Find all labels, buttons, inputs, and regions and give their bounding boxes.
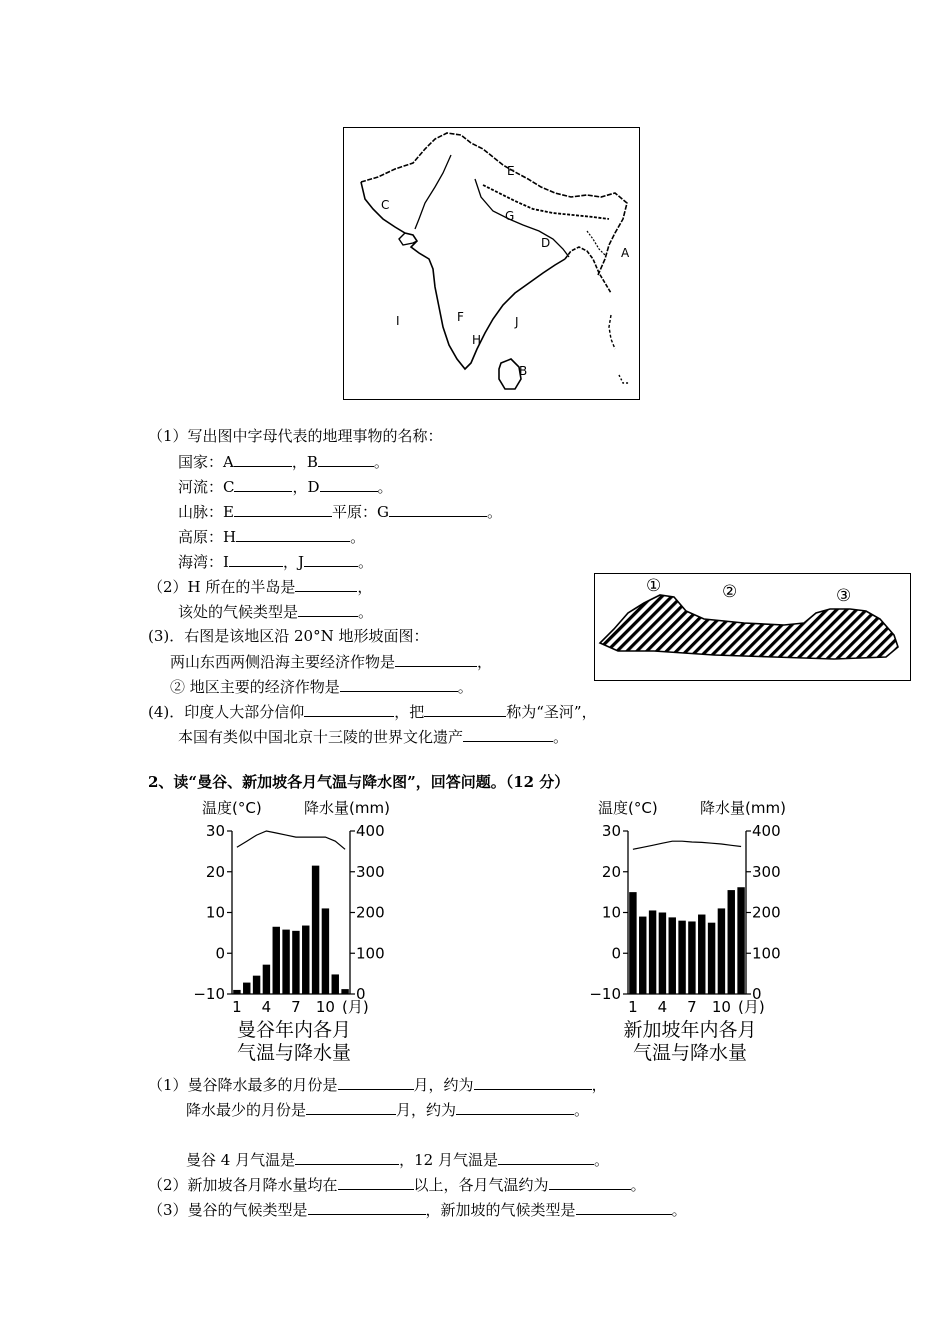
precip-bar: [708, 923, 715, 994]
q1-religion-line: (4)．印度人大部分信仰 ，把 称为“圣河”，: [148, 703, 597, 721]
precip-bar: [302, 926, 309, 994]
q1-river-line: 河流：C ，D 。: [178, 478, 393, 496]
blank-religion[interactable]: [304, 701, 394, 717]
left-tick-label: 10: [601, 903, 621, 922]
q2-temp-line: 曼谷 4 月气温是 ，12 月气温是 。: [186, 1151, 609, 1169]
q1-country-line: 国家：A ，B 。: [178, 453, 389, 471]
precip-bar: [649, 910, 656, 994]
map-frame: [344, 128, 640, 400]
left-tick-label: 0: [611, 944, 621, 963]
right-axis-title: 降水量(mm): [304, 799, 390, 817]
x-tick-label: 4: [657, 998, 668, 1016]
precip-bar: [678, 921, 685, 994]
singapore-chart-svg: [588, 795, 798, 1070]
precip-bar: [728, 890, 735, 994]
left-tick-label: −10: [589, 985, 621, 1003]
blank-sg-precip[interactable]: [338, 1174, 414, 1190]
map-label-a: A: [621, 246, 630, 260]
map-label-g: G: [505, 209, 515, 223]
precip-bar: [737, 887, 744, 994]
x-tick-label: 10: [711, 998, 731, 1016]
q2-climate-type-line: （3）曼谷的气候类型是 ，新加坡的气候类型是 。: [148, 1201, 687, 1219]
blank-apr-temp[interactable]: [295, 1149, 399, 1165]
blank-peninsula[interactable]: [295, 576, 357, 592]
precip-bar: [312, 866, 319, 994]
precip-bar: [698, 915, 705, 994]
blank-bkk-climate[interactable]: [308, 1199, 426, 1215]
precip-bar: [243, 983, 250, 994]
blank-e[interactable]: [234, 501, 332, 517]
q1-profile-intro: (3)．右图是该地区沿 20°N 地形坡面图：: [148, 627, 429, 645]
left-axis-title: 温度(°C): [598, 799, 658, 817]
q1-climate-line: 该处的气候类型是 。: [178, 603, 374, 621]
right-tick-label: 300: [356, 862, 385, 881]
chart-caption-line-2: 气温与降水量: [236, 1042, 352, 1064]
precip-bar: [718, 908, 725, 994]
map-label-e: E: [507, 164, 515, 178]
right-tick-label: 300: [752, 862, 781, 881]
q2-min-line: 降水最少的月份是 月，约为 。: [186, 1101, 590, 1119]
q1-mountain-line: 山脉：E 平原：G 。: [178, 503, 502, 521]
blank-region-crop[interactable]: [340, 676, 458, 692]
blank-river[interactable]: [424, 701, 506, 717]
map-label-j: J: [515, 315, 519, 329]
precip-bar: [332, 974, 339, 994]
left-tick-label: 0: [215, 944, 225, 963]
left-tick-label: 10: [205, 903, 225, 922]
map-label-b: B: [519, 364, 528, 378]
map-label-d: D: [541, 236, 551, 250]
blank-c[interactable]: [234, 476, 292, 492]
blank-climate[interactable]: [298, 601, 358, 617]
precip-bar: [629, 892, 636, 994]
left-tick-label: 20: [601, 862, 621, 881]
profile-marker-2: ②: [722, 582, 738, 602]
right-tick-label: 0: [356, 985, 366, 1003]
terrain-profile: [594, 573, 911, 681]
temperature-line: [237, 831, 345, 849]
precip-bar: [263, 965, 270, 994]
x-tick-label: 10: [315, 998, 335, 1016]
blank-max-month[interactable]: [338, 1074, 414, 1090]
map-figure: [343, 127, 640, 400]
map-label-f: F: [457, 310, 464, 324]
q1-bay-line: 海湾：I ，J 。: [178, 553, 373, 571]
precip-bar: [282, 930, 289, 994]
right-tick-label: 400: [752, 822, 781, 840]
map-label-i: I: [396, 314, 400, 328]
x-unit-label: (月): [738, 998, 765, 1016]
precip-bar: [273, 927, 280, 994]
map-label-h: H: [472, 333, 482, 347]
blank-sg-temp[interactable]: [549, 1174, 631, 1190]
blank-i[interactable]: [229, 551, 283, 567]
blank-max-amount[interactable]: [474, 1074, 592, 1090]
q1-peninsula-line: （2）H 所在的半岛是 ，: [148, 578, 373, 596]
x-tick-label: 7: [687, 998, 697, 1016]
blank-min-month[interactable]: [306, 1099, 396, 1115]
blank-min-amount[interactable]: [456, 1099, 574, 1115]
q2-max-line: （1）曼谷降水最多的月份是 月，约为 ，: [148, 1076, 607, 1094]
terrain-profile-figure: [594, 573, 911, 681]
precip-bar: [639, 917, 646, 994]
x-tick-label: 1: [628, 998, 638, 1016]
left-axis-title: 温度(°C): [202, 799, 262, 817]
left-tick-label: −10: [193, 985, 225, 1003]
x-tick-label: 4: [261, 998, 272, 1016]
q1-coast-crop-line: 两山东西两侧沿海主要经济作物是 ，: [170, 653, 493, 671]
precip-bar: [292, 931, 299, 994]
blank-dec-temp[interactable]: [498, 1149, 594, 1165]
profile-marker-3: ③: [836, 586, 852, 606]
south-asia-map: [343, 127, 640, 400]
left-tick-label: 30: [601, 822, 621, 840]
right-tick-label: 0: [752, 985, 762, 1003]
chart-caption-line-1: 曼谷年内各月: [236, 1019, 352, 1041]
profile-marker-1: ①: [646, 576, 662, 596]
precip-bar: [341, 989, 348, 994]
q1-prompt: （1）写出图中字母代表的地理事物的名称：: [148, 427, 443, 445]
blank-heritage[interactable]: [463, 726, 553, 742]
q1-heritage-line: 本国有类似中国北京十三陵的世界文化遗产 。: [178, 728, 569, 746]
chart-caption-line-1: 新加坡年内各月: [623, 1019, 757, 1041]
x-unit-label: (月): [342, 998, 369, 1016]
blank-h[interactable]: [236, 526, 350, 542]
precip-bar: [253, 976, 260, 994]
x-tick-label: 7: [291, 998, 301, 1016]
blank-d[interactable]: [320, 476, 378, 492]
left-tick-label: 20: [205, 862, 225, 881]
singapore-climate-chart: [588, 795, 798, 1070]
x-tick-label: 1: [232, 998, 242, 1016]
temperature-line: [633, 841, 741, 849]
precip-bar: [322, 908, 329, 994]
chart-caption-line-2: 气温与降水量: [632, 1042, 748, 1064]
q1-plateau-line: 高原：H 。: [178, 528, 366, 546]
left-tick-label: 30: [205, 822, 225, 840]
precip-bar: [233, 990, 240, 994]
right-axis-title: 降水量(mm): [700, 799, 786, 817]
right-tick-label: 100: [752, 944, 781, 963]
bangkok-climate-chart: [192, 795, 402, 1070]
precip-bar: [669, 917, 676, 994]
right-tick-label: 200: [752, 903, 781, 922]
precip-bar: [688, 921, 695, 994]
right-tick-label: 200: [356, 903, 385, 922]
blank-a[interactable]: [234, 451, 292, 467]
right-tick-label: 100: [356, 944, 385, 963]
blank-j[interactable]: [304, 551, 358, 567]
precip-bar: [659, 913, 666, 995]
map-label-c: C: [381, 198, 390, 212]
q1-region-crop-line: ② 地区主要的经济作物是 。: [170, 678, 473, 696]
q2-singapore-line: （2）新加坡各月降水量均在 以上，各月气温约为 。: [148, 1176, 646, 1194]
blank-b[interactable]: [318, 451, 374, 467]
blank-sg-climate[interactable]: [576, 1199, 672, 1215]
blank-g[interactable]: [389, 501, 487, 517]
bangkok-chart-svg: [192, 795, 402, 1070]
q2-heading: 2、读“曼谷、新加坡各月气温与降水图”，回答问题。（12 分）: [148, 773, 570, 791]
right-tick-label: 400: [356, 822, 385, 840]
blank-coast-crop[interactable]: [395, 651, 477, 667]
